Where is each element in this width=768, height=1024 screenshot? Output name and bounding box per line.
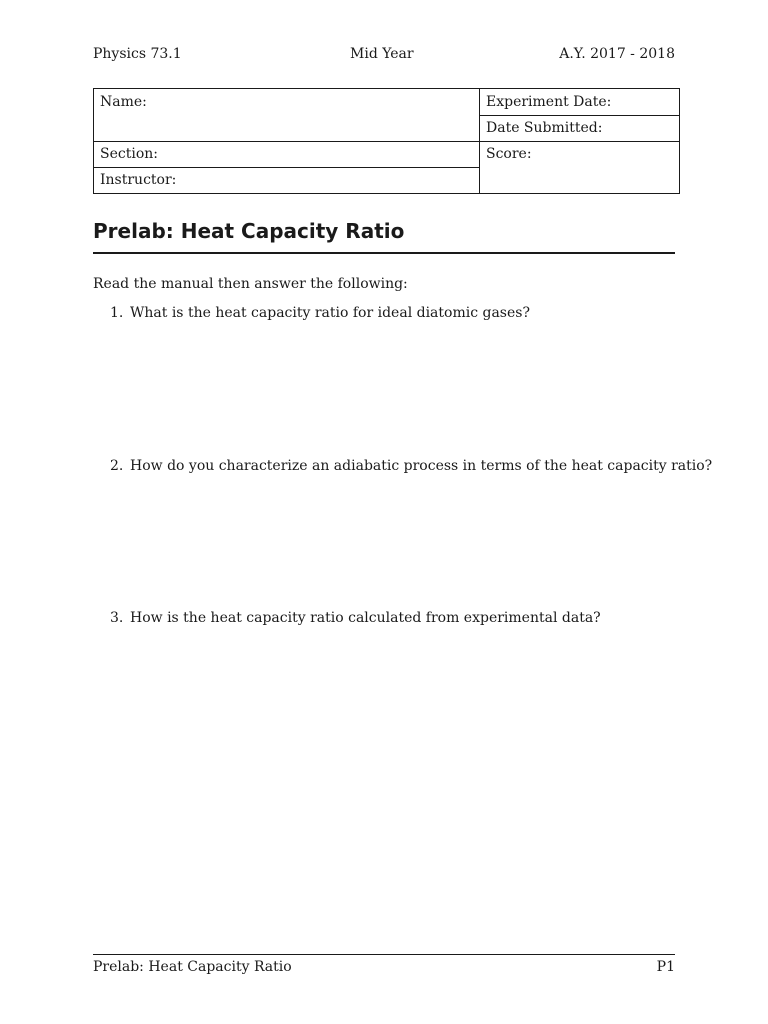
student-info-table <box>93 88 680 194</box>
footer-title: Prelab: Heat Capacity Ratio <box>93 959 292 975</box>
score-field[interactable]: Score: <box>486 146 532 162</box>
page-number: P1 <box>656 959 675 975</box>
question-text: What is the heat capacity ratio for ideal diatomic gases? <box>130 305 530 321</box>
question-item <box>110 305 530 321</box>
footer-rule <box>93 954 675 955</box>
name-field[interactable]: Name: <box>100 94 147 110</box>
experiment-date-field[interactable]: Experiment Date: <box>486 94 612 110</box>
section-field[interactable]: Section: <box>100 146 158 162</box>
page-header <box>93 46 675 66</box>
term-label: Mid Year <box>350 46 414 62</box>
title-rule <box>93 252 675 254</box>
instructor-field[interactable]: Instructor: <box>100 172 177 188</box>
question-item <box>110 458 712 474</box>
question-number: 2. <box>110 458 124 474</box>
question-text: How do you characterize an adiabatic process in terms of the heat capacity ratio? <box>130 458 713 474</box>
question-item <box>110 610 601 626</box>
question-number: 1. <box>110 305 124 321</box>
course-code: Physics 73.1 <box>93 46 182 62</box>
question-text: How is the heat capacity ratio calculated from experimental data? <box>130 610 601 626</box>
instructions-text: Read the manual then answer the following: <box>93 276 408 292</box>
question-number: 3. <box>110 610 124 626</box>
page-title: Prelab: Heat Capacity Ratio <box>93 219 405 243</box>
date-submitted-field[interactable]: Date Submitted: <box>486 120 603 136</box>
page-footer <box>93 959 675 979</box>
academic-year: A.Y. 2017 - 2018 <box>559 46 675 62</box>
